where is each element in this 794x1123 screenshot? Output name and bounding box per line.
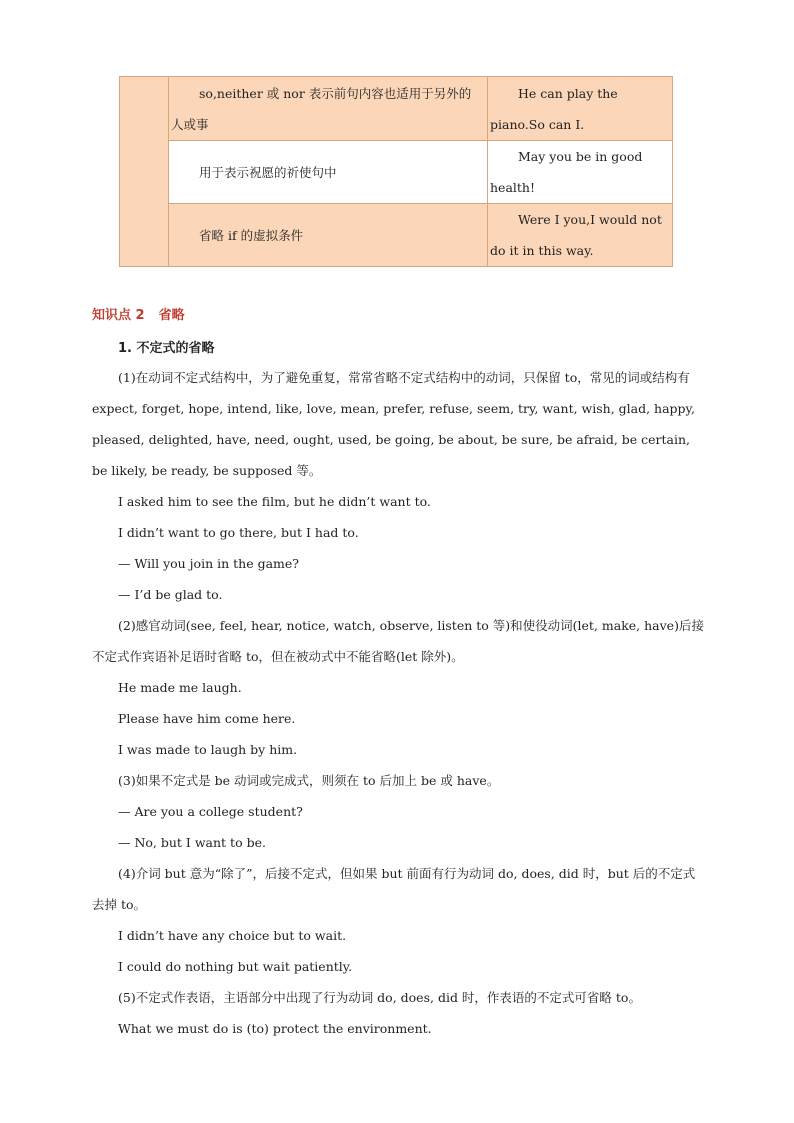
usage-cell <box>169 77 488 141</box>
example-text: May you be in good health! <box>490 149 643 195</box>
paragraph: (3)如果不定式是 be 动词或完成式，则须在 to 后加上 be 或 have。 <box>118 773 500 788</box>
example-sentence: — No, but I want to be. <box>118 835 266 850</box>
example-sentence: I could do nothing but wait patiently. <box>118 959 353 974</box>
example-sentence: I asked him to see the film, but he didn’t want to. <box>118 494 431 509</box>
content-body <box>92 362 704 1044</box>
section-number: 知识点 2 <box>92 308 145 323</box>
usage-text: so,neither 或 nor 表示前句内容也适用于另外的人或事 <box>171 85 472 132</box>
table-row <box>120 141 673 204</box>
example-text: Were I you,I would not do it in this way. <box>490 212 662 258</box>
example-sentence: He made me laugh. <box>118 680 242 695</box>
section-heading <box>92 304 185 323</box>
section-name: 省略 <box>158 308 185 323</box>
example-cell <box>488 204 673 267</box>
example-cell <box>488 141 673 204</box>
example-sentence: I was made to laugh by him. <box>118 742 298 757</box>
subsection-heading: 1. 不定式的省略 <box>118 341 215 356</box>
table-row <box>120 204 673 267</box>
usage-text: 用于表示祝愿的祈使句中 <box>199 164 337 180</box>
example-sentence: — Will you join in the game? <box>118 556 299 571</box>
example-text: He can play the piano.So can I. <box>490 85 618 132</box>
example-sentence: Please have him come here. <box>118 711 296 726</box>
example-sentence: — I’d be glad to. <box>118 587 223 602</box>
usage-text: 省略 if 的虚拟条件 <box>199 227 304 243</box>
example-sentence: What we must do is (to) protect the environment. <box>118 1021 432 1036</box>
usage-cell <box>169 204 488 267</box>
usage-cell <box>169 141 488 204</box>
paragraph: (4)介词 but 意为“除了”，后接不定式，但如果 but 前面有行为动词 do, does, did 时，but 后的不定式去掉 to。 <box>92 866 696 912</box>
example-sentence: I didn’t want to go there, but I had to. <box>118 525 359 540</box>
table-left-cell <box>120 77 169 267</box>
paragraph: (1)在动词不定式结构中，为了避免重复，常常省略不定式结构中的动词，只保留 to，常见的词或结构有 expect, forget, hope, intend, like, love, mean, prefer, refuse, seem, try, want, wish, glad, happy, pleased, delighted, have, need, ought, used, be going, be about, be sure, be afraid, be certain, be likely, be ready, be supposed 等。 <box>92 370 695 478</box>
table-row <box>120 77 673 141</box>
example-sentence: I didn’t have any choice but to wait. <box>118 928 347 943</box>
example-cell <box>488 77 673 141</box>
usage-table <box>119 76 673 267</box>
example-sentence: — Are you a college student? <box>118 804 303 819</box>
paragraph: (5)不定式作表语，主语部分中出现了行为动词 do, does, did 时，作表语的不定式可省略 to。 <box>118 990 641 1005</box>
paragraph: (2)感官动词(see, feel, hear, notice, watch, observe, listen to 等)和使役动词(let, make, have)后接不定式作宾语补足语时省略 to，但在被动式中不能省略(let 除外)。 <box>92 618 704 664</box>
